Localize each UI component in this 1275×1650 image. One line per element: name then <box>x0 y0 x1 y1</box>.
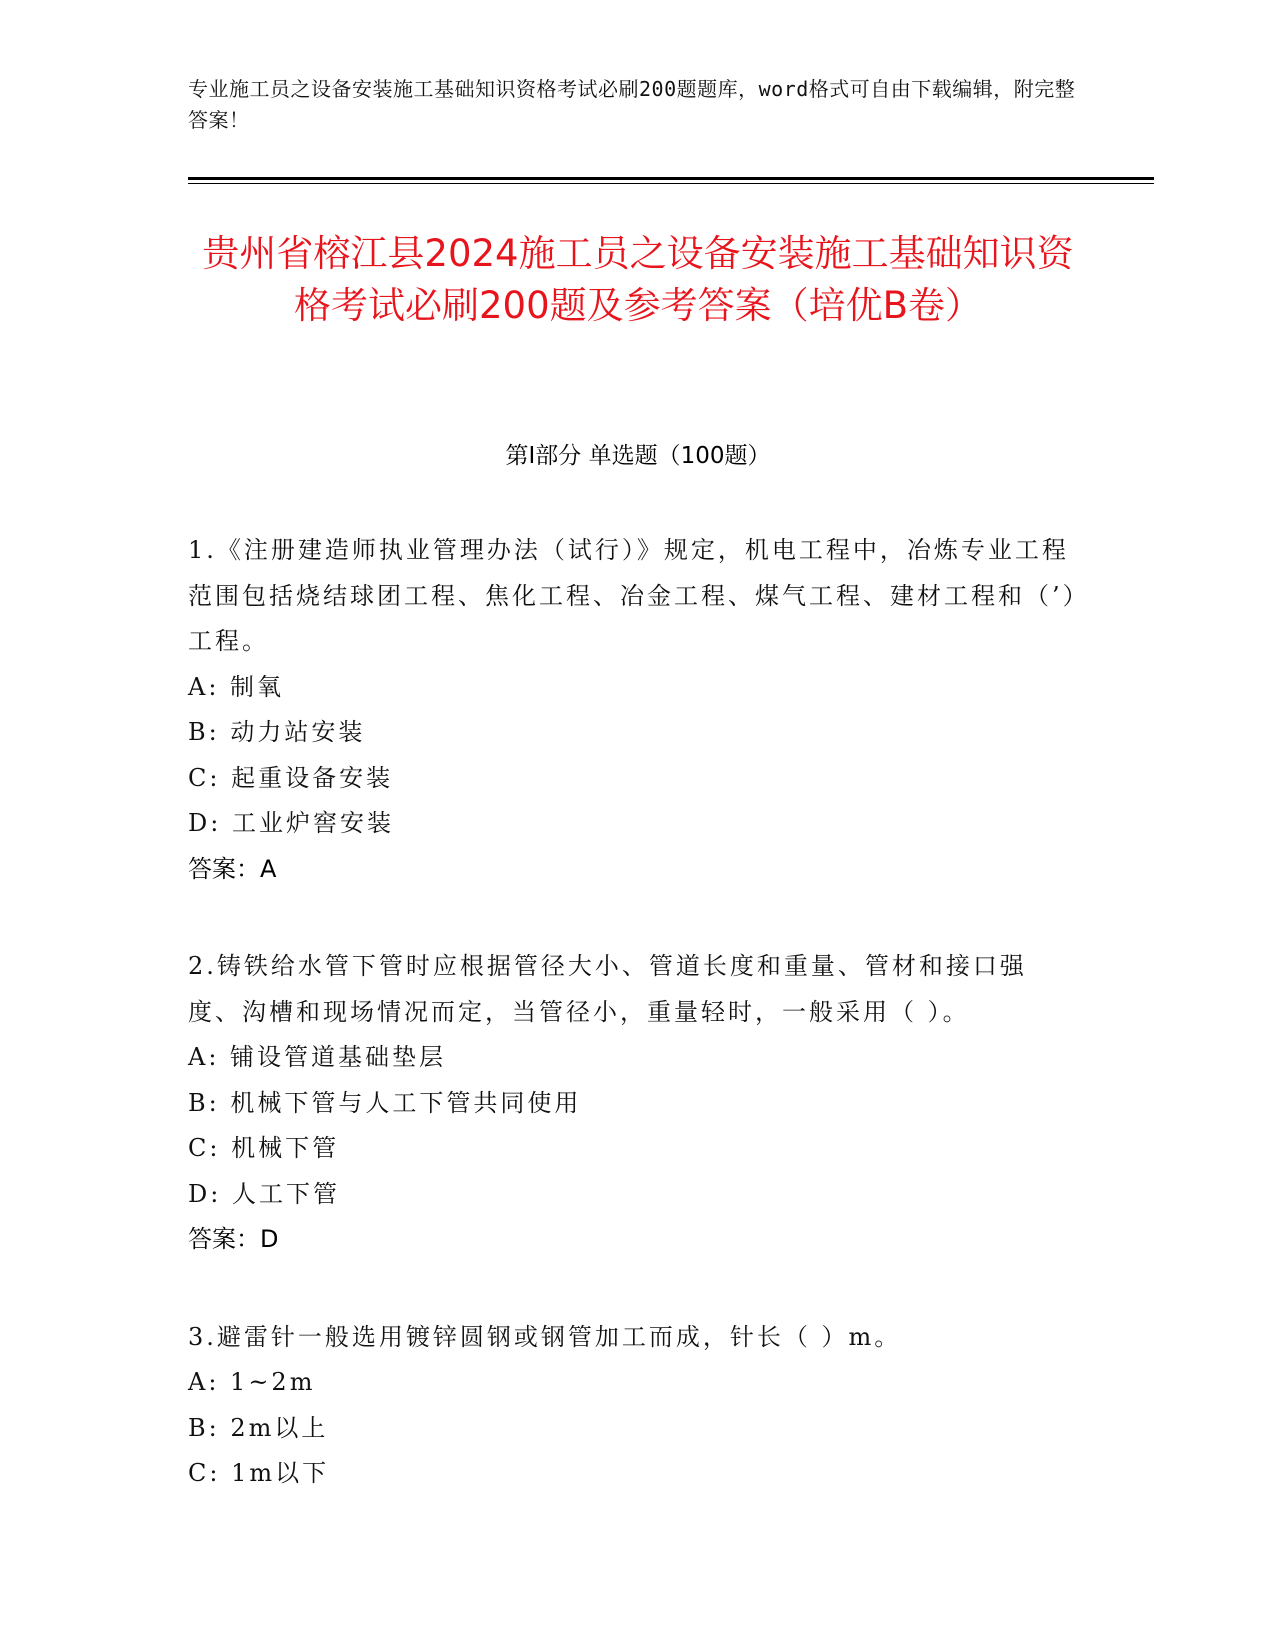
question-2 <box>188 944 1078 1263</box>
option-b: B: 2m以上 <box>188 1413 329 1442</box>
section-heading: 第Ⅰ部分 单选题（100题） <box>505 443 771 469</box>
question-3 <box>188 1315 1078 1497</box>
header-divider-thin <box>188 183 1154 184</box>
option-c: C: 1m以下 <box>188 1459 330 1487</box>
option-a: A: 制氧 <box>188 672 285 701</box>
option-b: B: 机械下管与人工下管共同使用 <box>188 1088 582 1117</box>
question-stem: 1.《注册建造师执业管理办法（试行）》规定，机电工程中，冶炼专业工程范围包括烧结球团工程、焦化工程、冶金工程、煤气工程、建材工程和（’）工程。 <box>188 536 1078 655</box>
question-stem: 3.避雷针一般选用镀锌圆钢或钢管加工而成，针长（ ）m。 <box>188 1322 902 1351</box>
answer-line: 答案：D <box>188 1225 279 1253</box>
question-1 <box>188 528 1078 892</box>
option-b: B: 动力站安装 <box>188 718 366 746</box>
answer-line: 答案：A <box>188 854 277 883</box>
document-title: 贵州省榕江县2024施工员之设备安装施工基础知识资格考试必刷200题及参考答案（培优B卷） <box>202 232 1074 327</box>
option-a: A: 铺设管道基础垫层 <box>188 1043 447 1071</box>
question-stem: 2.铸铁给水管下管时应根据管径大小、管道长度和重量、管材和接口强度、沟槽和现场情况而定，当管径小，重量轻时，一般采用（ ）。 <box>188 952 1027 1026</box>
option-d: D: 人工下管 <box>188 1179 340 1208</box>
question-list <box>188 528 1078 1549</box>
option-d: D: 工业炉窖安装 <box>188 809 394 837</box>
option-a: A: 1~2m <box>188 1368 316 1396</box>
option-c: C: 起重设备安装 <box>188 763 394 792</box>
header-divider-thick <box>188 177 1154 180</box>
header-note: 专业施工员之设备安装施工基础知识资格考试必刷200题题库，word格式可自由下载编辑，附完整答案！ <box>188 77 1076 132</box>
option-c: C: 机械下管 <box>188 1134 340 1162</box>
